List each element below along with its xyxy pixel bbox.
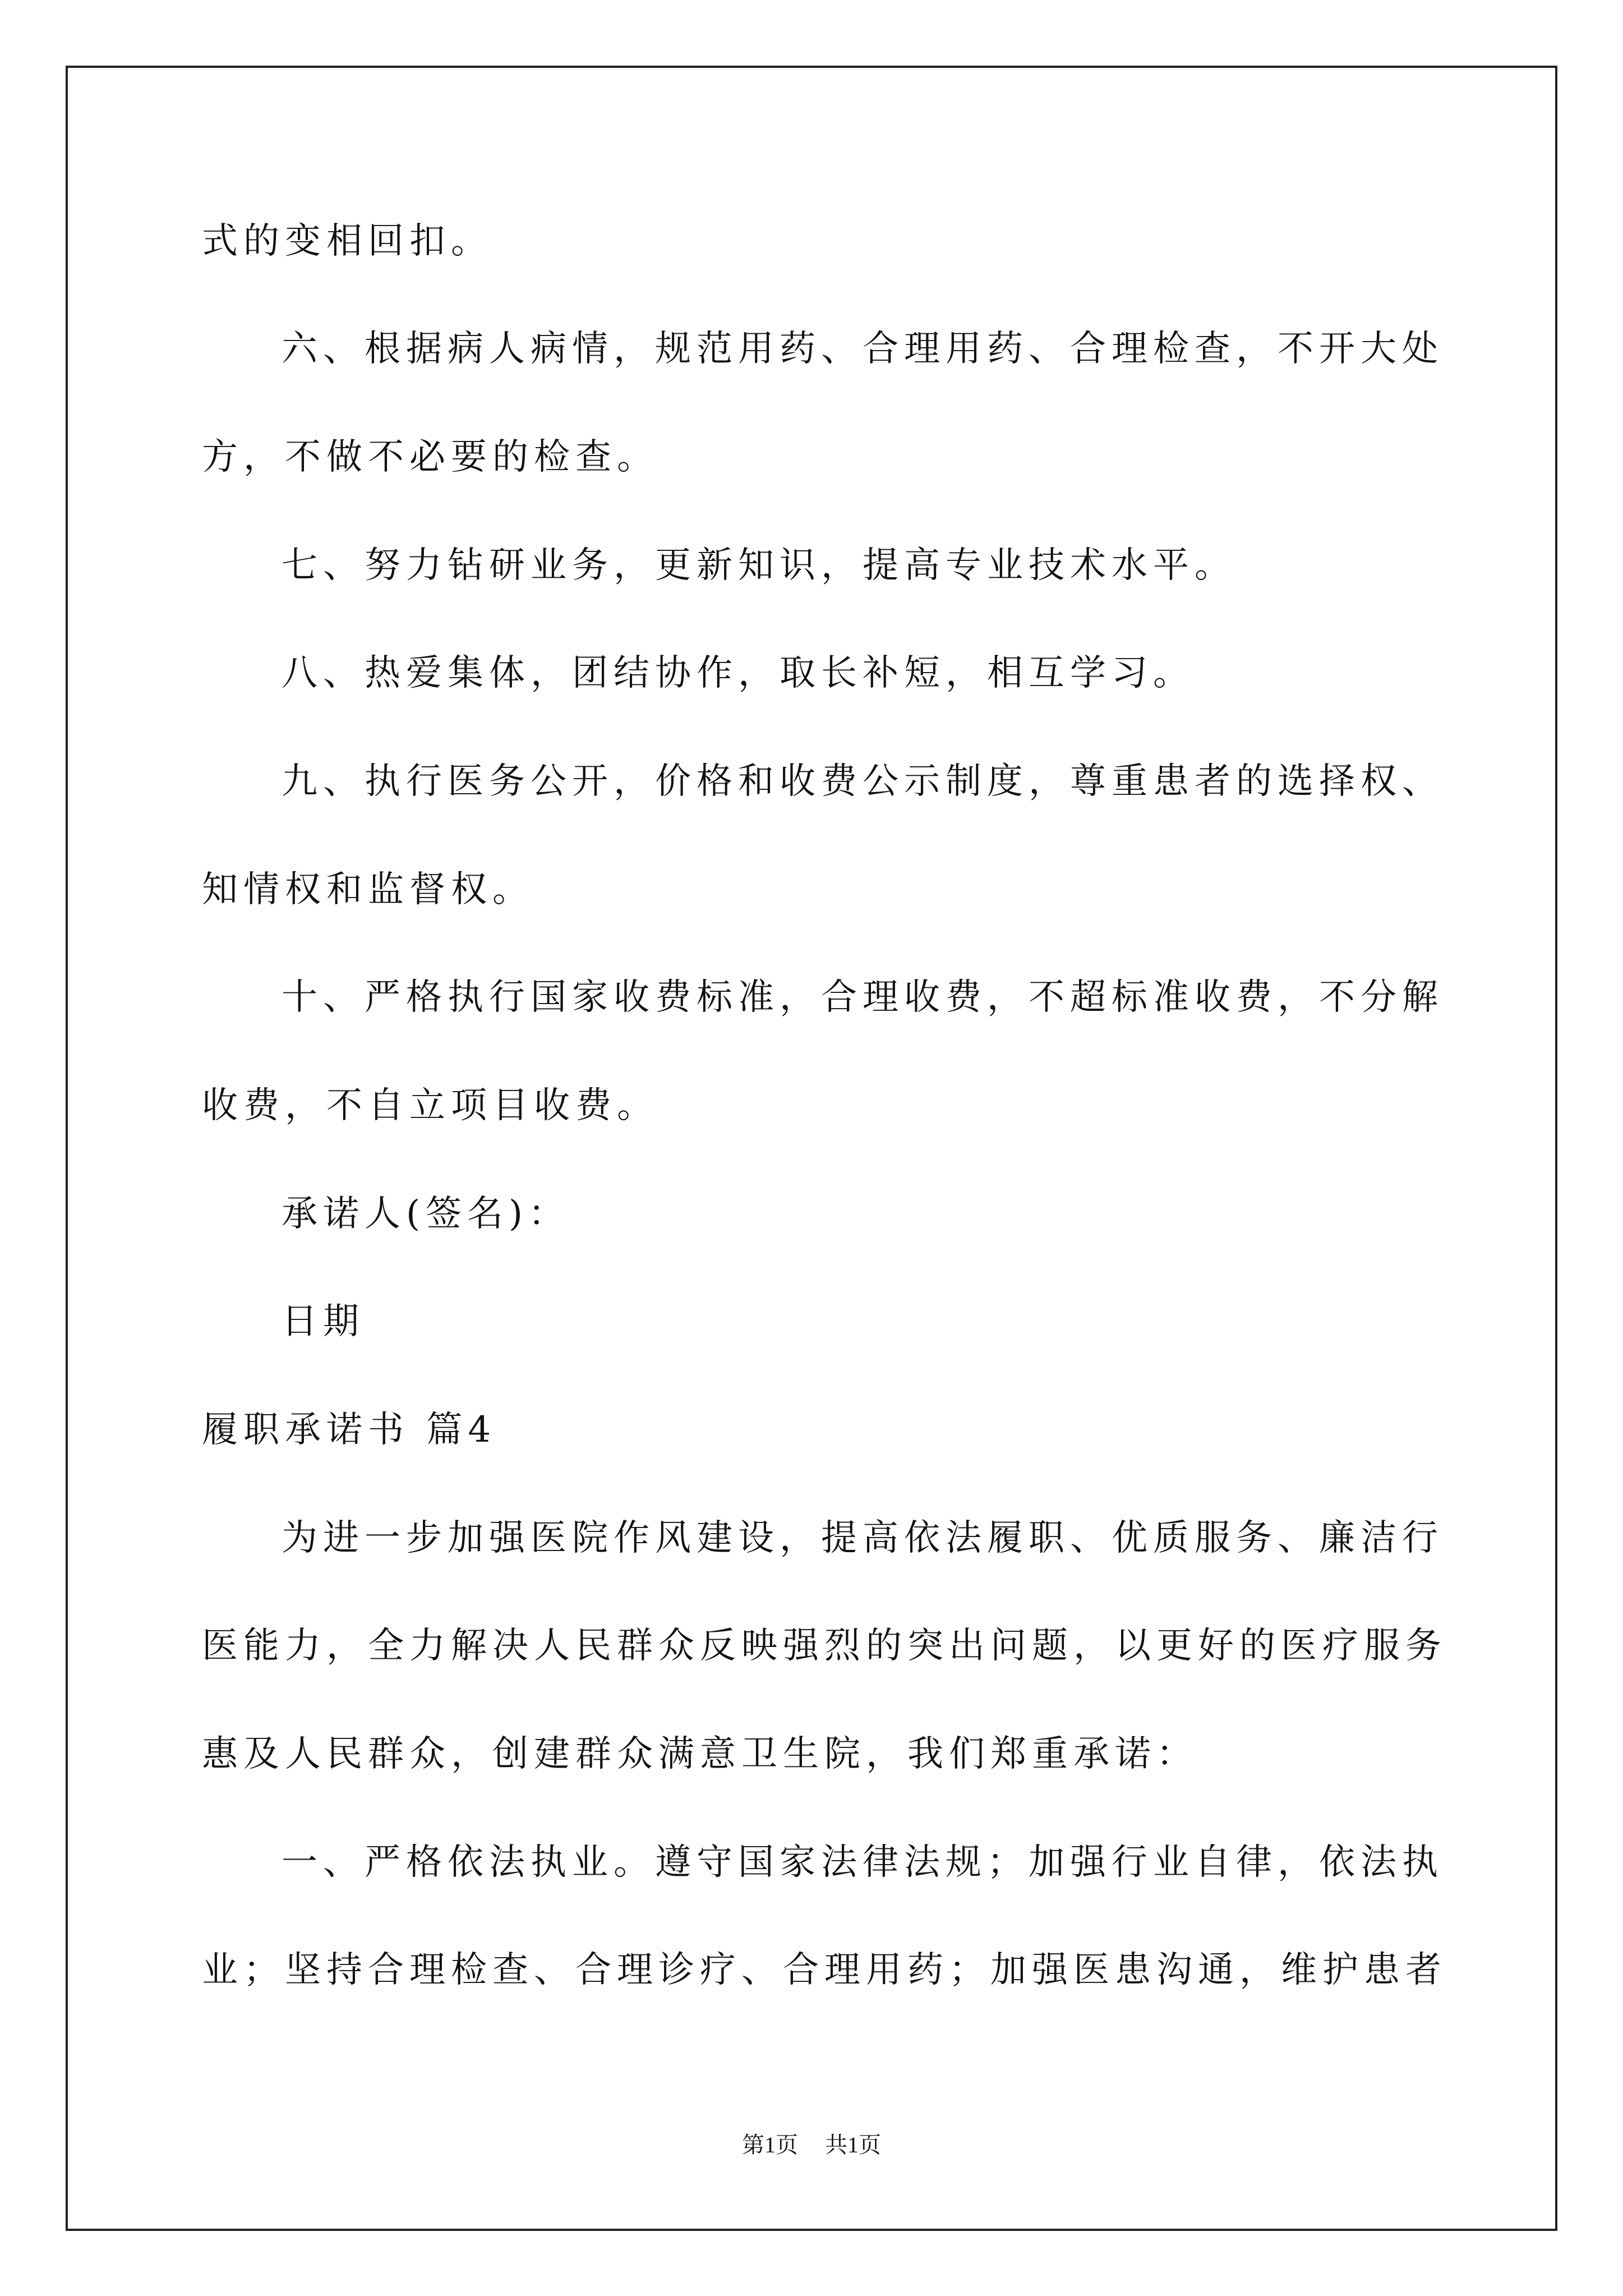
paragraph-line: 八、热爱集体，团结协作，取长补短，相互学习。 — [282, 652, 1195, 694]
paragraph-line: 收费，不自立项目收费。 — [202, 1085, 658, 1126]
paragraph-line: 九、执行医务公开，价格和收费公示制度，尊重患者的选择权、 — [282, 761, 1444, 802]
signature-line: 承诺人(签名)： — [282, 1193, 570, 1235]
paragraph-line: 为进一步加强医院作风建设，提高依法履职、优质服务、廉洁行 — [282, 1517, 1444, 1559]
paragraph-line: 一、严格依法执业。遵守国家法律法规；加强行业自律，依法执 — [282, 1842, 1444, 1883]
paragraph-line: 七、努力钻研业务，更新知识，提高专业技术水平。 — [282, 545, 1236, 586]
paragraph-line: 十、严格执行国家收费标准，合理收费，不超标准收费，不分解 — [282, 977, 1444, 1018]
page-footer — [0, 2134, 1623, 2156]
paragraph-line: 方，不做不必要的检查。 — [202, 436, 658, 478]
paragraph-line: 业；坚持合理检查、合理诊疗、合理用药；加强医患沟通，维护患者 — [202, 1949, 1447, 1991]
page-border — [66, 66, 1557, 2231]
page-number-current: 第1页 — [742, 2132, 798, 2157]
paragraph-line: 医能力，全力解决人民群众反映强烈的突出问题，以更好的医疗服务 — [202, 1625, 1447, 1667]
paragraph-line: 式的变相回扣。 — [202, 220, 492, 262]
paragraph-line: 知情权和监督权。 — [202, 869, 534, 910]
paragraph-line: 惠及人民群众，创建群众满意卫生院，我们郑重承诺： — [202, 1733, 1198, 1775]
page-number-total: 共1页 — [825, 2132, 881, 2157]
date-line: 日期 — [282, 1301, 365, 1342]
section-heading: 履职承诺书 篇4 — [202, 1409, 497, 1451]
paragraph-line: 六、根据病人病情，规范用药、合理用药、合理检查，不开大处 — [282, 328, 1444, 370]
